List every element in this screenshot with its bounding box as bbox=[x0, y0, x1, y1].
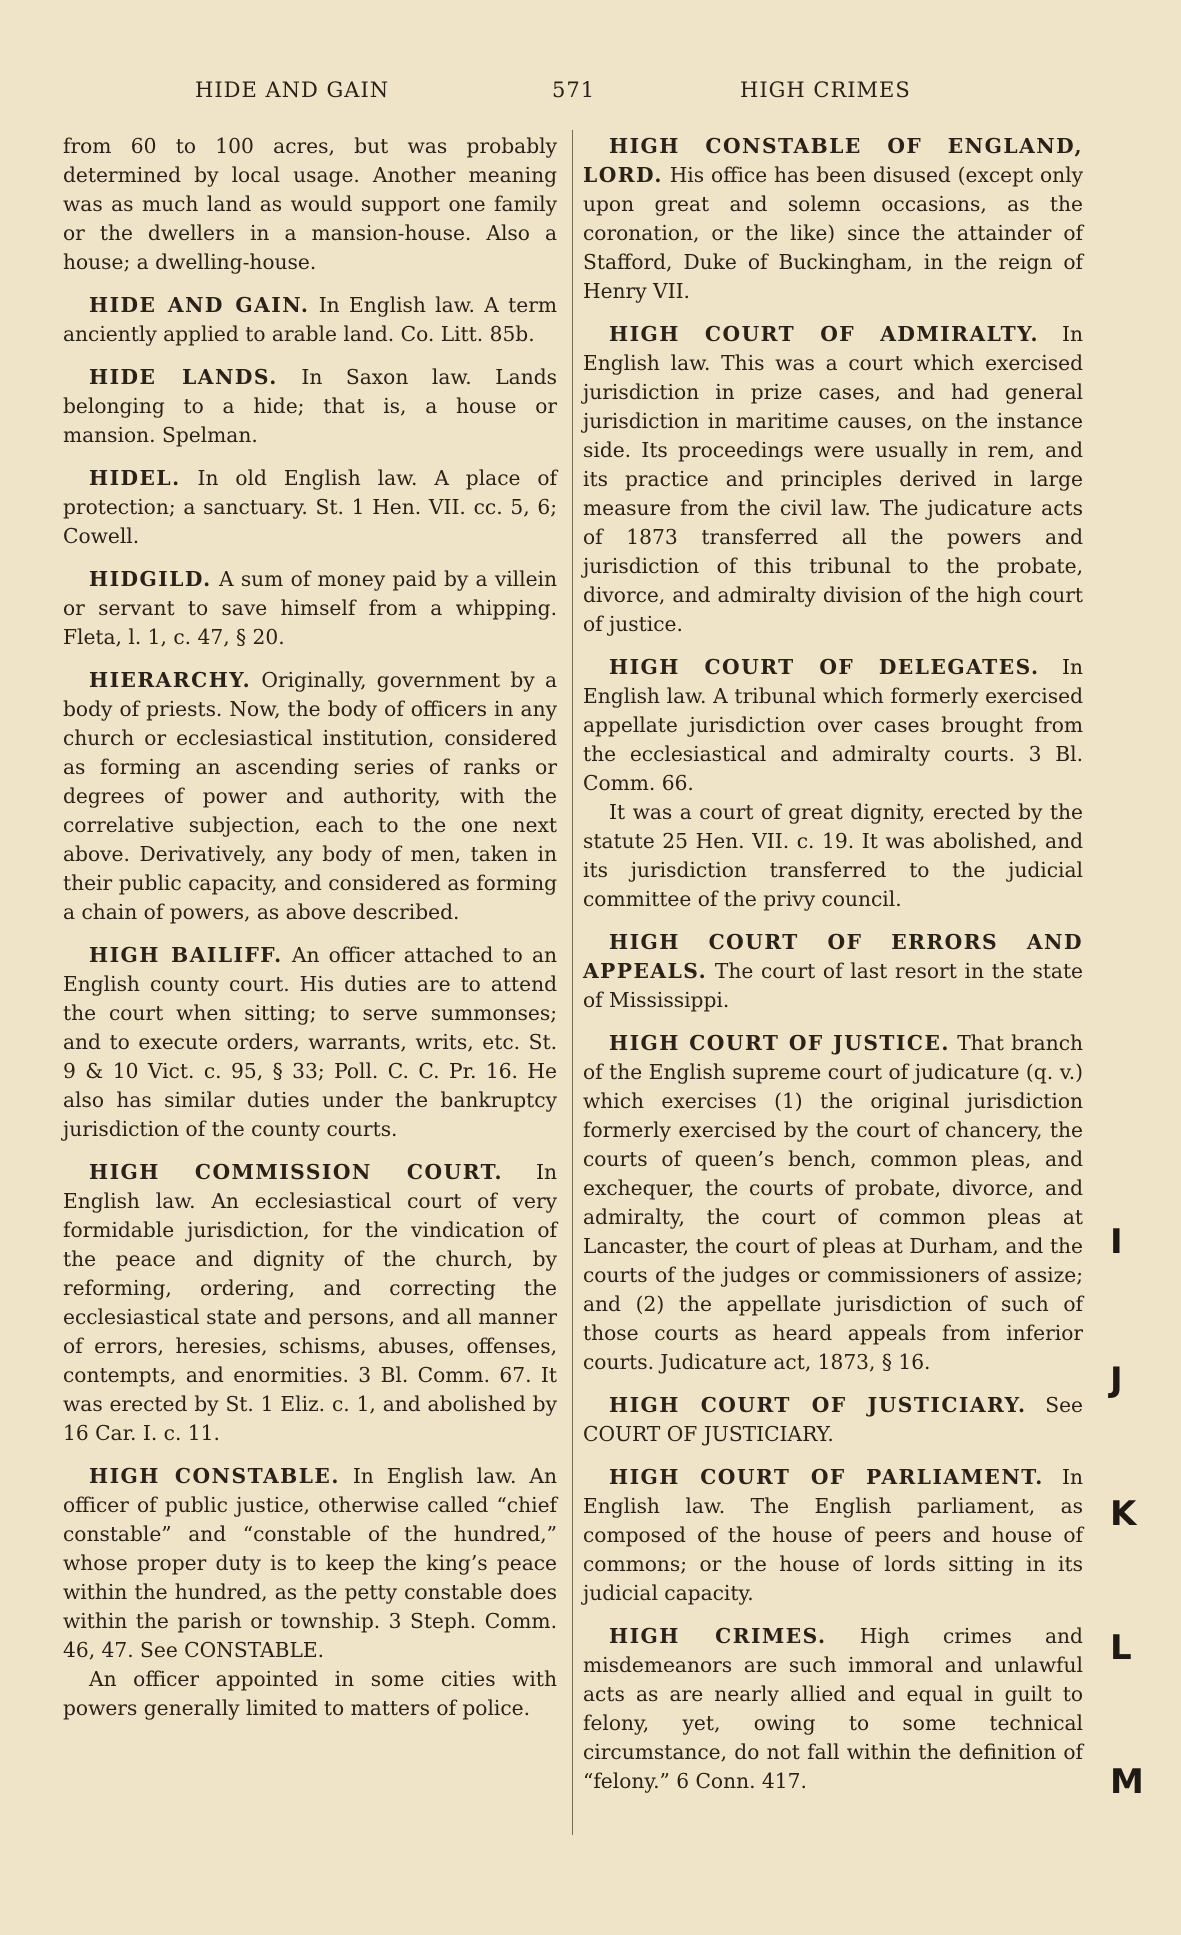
entry-hide-and-gain bbox=[63, 291, 557, 349]
entry-body: In English law. The English parliament, as composed of the house of peers and house of commons; or the house of lords sitting in its judicial capacity. bbox=[583, 1465, 1084, 1605]
entry-high-constable-of-england bbox=[583, 132, 1083, 306]
entry-body: In English law. An ecclesiastical court of very formidable jurisdiction, for the vindication of the peace and dignity of the church, by reforming, ordering, and correcting the ecclesiastical state and persons, and all manner of errors, heresies, schisms, abuses, offenses, contempts, and enormities. 3 Bl. Comm. 67. It was erected by St. 1 Eliz. c. 1, and abolished by 16 Car. I. c. 11. bbox=[63, 1160, 557, 1445]
entry-high-commission-court bbox=[63, 1158, 557, 1448]
thumb-index-letter-m: M bbox=[1110, 1762, 1144, 1802]
entry-headword: HIGH COURT OF ERRORS AND APPEALS. bbox=[583, 930, 1083, 983]
entry-hide-lands bbox=[63, 363, 557, 450]
entry-hierarchy bbox=[63, 666, 557, 927]
entry-headword: HIGH COURT OF PARLIAMENT. bbox=[609, 1465, 1044, 1489]
entry-headword: HIGH COURT OF ADMIRALTY. bbox=[609, 322, 1040, 346]
entry-high-court-of-errors-and-appeals bbox=[583, 928, 1083, 1015]
entry-high-court-of-justiciary bbox=[583, 1391, 1083, 1449]
entry-body: An officer appointed in some cities with powers generally limited to matters of police. bbox=[63, 1667, 557, 1720]
entry-headword: HIDE AND GAIN. bbox=[89, 293, 310, 317]
entry-hidgild bbox=[63, 565, 557, 652]
entry-body: It was a court of great dignity, erected by the statute 25 Hen. VII. c. 19. It was abolished, and its jurisdiction transferred to the judicial committee of the privy council. bbox=[583, 800, 1083, 911]
entry-headword: HIDEL. bbox=[89, 466, 181, 490]
entry-high-constable bbox=[63, 1462, 557, 1723]
entry-high-court-of-justice bbox=[583, 1029, 1083, 1377]
entry-body: His office has been disused (except only upon great and solemn occasions, as the coronation, or the like) since the attainder of Stafford, Duke of Buckingham, in the reign of Henry VII. bbox=[583, 163, 1083, 303]
entry-body: from 60 to 100 acres, but was probably determined by local usage. Another meaning was as much land as would support one family or the dwellers in a mansion-house. Also a house; a dwelling-house. bbox=[63, 134, 557, 274]
thumb-index-letter-j: J bbox=[1110, 1360, 1123, 1400]
entry-body: High crimes and misdemeanors are such immoral and unlawful acts as are nearly allied and equal in guilt to felony, yet, owing to some technical circumstance, do not fall within the definition of “felony.” 6 Conn. 417. bbox=[583, 1624, 1083, 1793]
entry-body: In old English law. A place of protection; a sanctuary. St. 1 Hen. VII. cc. 5, 6; Cowell. bbox=[63, 466, 557, 548]
thumb-index-letter-l: L bbox=[1110, 1628, 1132, 1668]
entry-body: An officer attached to an English county court. His duties are to attend the court when sitting; to serve summonses; and to execute orders, warrants, writs, etc. St. 9 & 10 Vict. c. 95, § 33; Poll. C. C. Pr. 16. He also has similar duties under the bankruptcy jurisdiction of the county courts. bbox=[63, 943, 557, 1141]
entry-headword: HIDE LANDS. bbox=[89, 365, 278, 389]
column-divider bbox=[572, 130, 573, 1835]
entry-body: In English law. A term anciently applied to arable land. Co. Litt. 85b. bbox=[63, 293, 557, 346]
entry-high-court-of-admiralty bbox=[583, 320, 1083, 639]
entry-headword: HIERARCHY. bbox=[89, 668, 252, 692]
entry-body: That branch of the English supreme court of judicature (q. v.) which exercises (1) the original jurisdiction formerly exercised by the court of chancery, the courts of queen’s bench, common pleas, and exchequer, the courts of probate, divorce, and admiralty, the court of common pleas at Lancaster, the court of pleas at Durham, and the courts of the judges or commissioners of assize; and (2) the appellate jurisdiction of such of those courts as heard appeals from inferior courts. Judicature act, 1873, § 16. bbox=[583, 1031, 1084, 1374]
entry-headword: HIGH COURT OF DELEGATES. bbox=[609, 655, 1040, 679]
entry-headword: HIGH COURT OF JUSTICE. bbox=[609, 1031, 950, 1055]
entry-body: A sum of money paid by a villein or servant to save himself from a whipping. Fleta, l. 1, c. 47, § 20. bbox=[63, 567, 557, 649]
thumb-index-letter-k: K bbox=[1110, 1494, 1137, 1534]
entry-high-court-of-delegates bbox=[583, 653, 1083, 914]
entry-body: In English law. An officer of public justice, otherwise called “chief constable” and “constable of the hundred,” whose proper duty is to keep the king’s peace within the hundred, as the petty constable does within the parish or township. 3 Steph. Comm. 46, 47. See CONSTABLE. bbox=[63, 1464, 557, 1662]
entry-body: See COURT OF JUSTICIARY. bbox=[583, 1393, 1083, 1446]
entry-body: In English law. A tribunal which formerly exercised appellate jurisdiction over cases brought from the ecclesiastical and admiralty courts. 3 Bl. Comm. 66. bbox=[583, 655, 1083, 795]
entry-high-bailiff bbox=[63, 941, 557, 1144]
entry-body: Originally, government by a body of priests. Now, the body of officers in any church or ecclesiastical institution, considered as forming an ascending series of ranks or degrees of power and authority, with the correlative subjection, each to the one next above. Derivatively, any body of men, taken in their public capacity, and considered as forming a chain of powers, as above described. bbox=[63, 668, 557, 924]
entry-body: In Saxon law. Lands belonging to a hide; that is, a house or mansion. Spelman. bbox=[63, 365, 557, 447]
entry-high-crimes bbox=[583, 1622, 1083, 1796]
page-number: 571 bbox=[552, 78, 596, 102]
entry-continuation bbox=[63, 132, 557, 277]
running-head-right: HIGH CRIMES bbox=[740, 78, 911, 102]
left-column bbox=[63, 132, 557, 1737]
entry-headword: HIGH BAILIFF. bbox=[89, 943, 283, 967]
entry-high-court-of-parliament bbox=[583, 1463, 1083, 1608]
entry-hidel bbox=[63, 464, 557, 551]
entry-body: The court of last resort in the state of Mississippi. bbox=[583, 959, 1084, 1012]
entry-headword: HIGH COURT OF JUSTICIARY. bbox=[609, 1393, 1027, 1417]
entry-headword: HIGH CRIMES. bbox=[609, 1624, 827, 1648]
entry-headword: HIGH CONSTABLE OF ENGLAND, LORD. bbox=[583, 134, 1083, 187]
thumb-index-letter-i: I bbox=[1110, 1222, 1123, 1262]
entry-body: In English law. This was a court which exercised jurisdiction in prize cases, and had general jurisdiction in maritime causes, on the instance side. Its proceedings were usually in rem, and its practice and principles derived in large measure from the civil law. The judicature acts of 1873 transferred all the powers and jurisdiction of this tribunal to the probate, divorce, and admiralty division of the high court of justice. bbox=[583, 322, 1083, 636]
running-head bbox=[0, 78, 1181, 106]
right-column bbox=[583, 132, 1083, 1810]
entry-headword: HIGH CONSTABLE. bbox=[89, 1464, 340, 1488]
entry-headword: HIDGILD. bbox=[89, 567, 212, 591]
running-head-left: HIDE AND GAIN bbox=[195, 78, 390, 102]
entry-headword: HIGH COMMISSION COURT. bbox=[89, 1160, 504, 1184]
